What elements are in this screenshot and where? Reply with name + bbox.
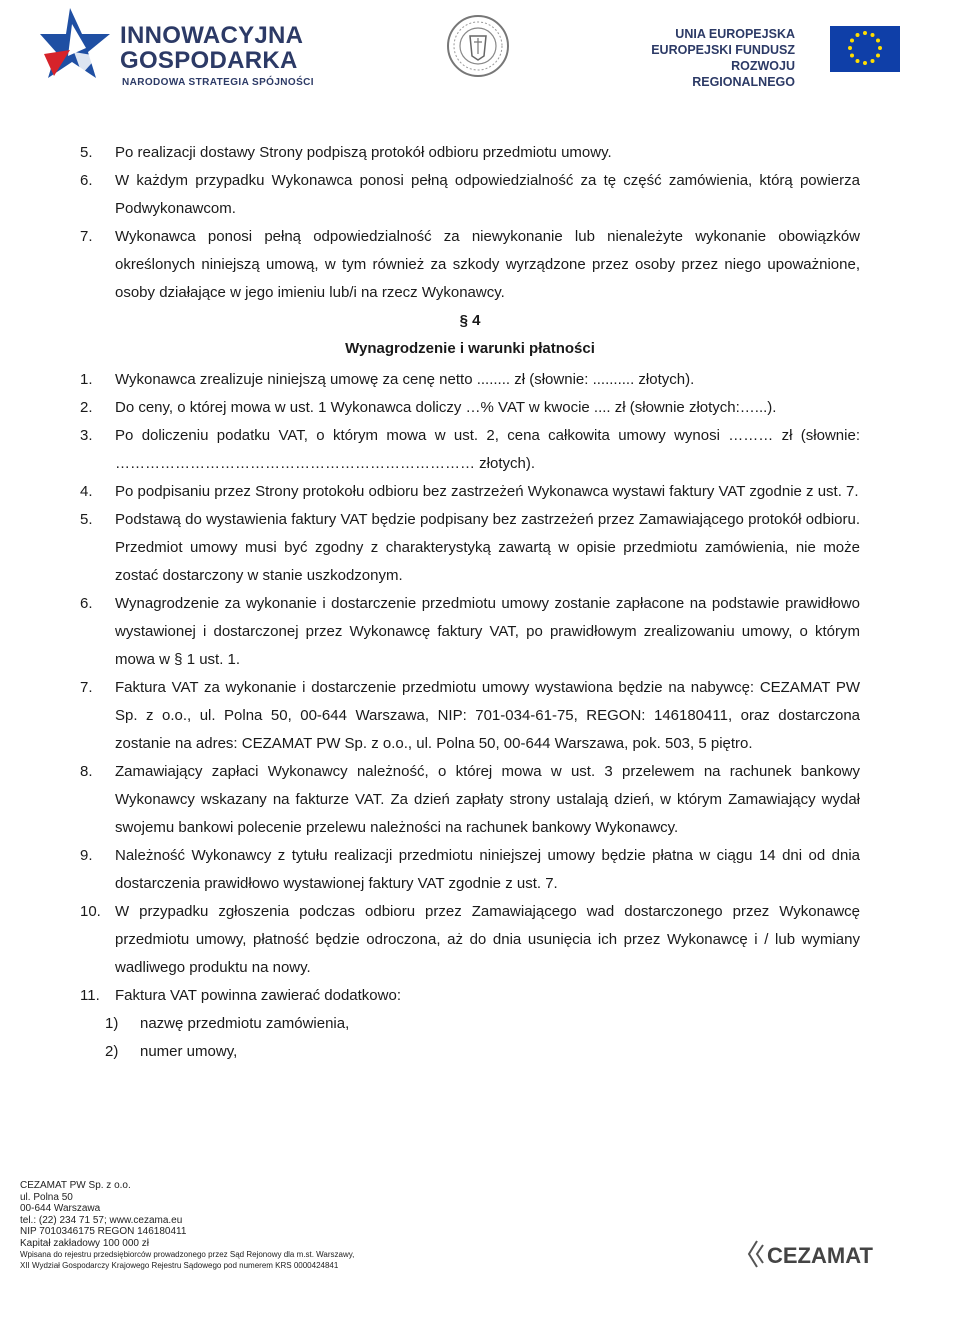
- section-number: § 4: [459, 312, 481, 329]
- ig-star-icon: [40, 4, 118, 82]
- footer-company: CEZAMAT PW Sp. z o.o.: [20, 1180, 131, 1191]
- list-item: 5. Po realizacji dostawy Strony podpiszą protokół odbioru przedmiotu umowy.: [80, 144, 612, 161]
- cezamat-logo: [745, 1237, 885, 1271]
- footer-capital: Kapitał zakładowy 100 000 zł: [20, 1237, 149, 1249]
- eu-logo: [630, 26, 930, 89]
- list-item: 10. W przypadku zgłoszenia podczas odbioru przez Zamawiającego wad dostarczonego przez Wykonawcę przedmiotu umowy, płatność będzie odroczona, aż do dnia usunięcia ich przez Wykonawcę i / lub wymiany wadliwego produktu na nowy.: [80, 903, 860, 976]
- section-title: Wynagrodzenie i warunki płatności: [345, 340, 595, 357]
- list-item: 8. Zamawiający zapłaci Wykonawcy należność, o której mowa w ust. 3 przelewem na rachunek bankowy Wykonawcy wskazany na fakturze VAT. Za dzień zapłaty strony ustalają dzień, w którym Zamawiający wydał swojemu bankowi polecenie przelewu należności na rachunek bankowy Wykonawcy.: [80, 763, 860, 836]
- innowacyjna-gospodarka-logo: [40, 4, 320, 88]
- list-item: 6. Wynagrodzenie za wykonanie i dostarczenie przedmiotu umowy zostanie zapłacone na podstawie prawidłowo wystawionej i dostarczonej przez Wykonawcę faktury VAT, po prawidłowym zrealizowaniu umowy, o którym mowa w § 1 ust. 1.: [80, 595, 860, 668]
- university-seal-icon: [446, 14, 510, 78]
- ig-title: INNOWACYJNA GOSPODARKA: [120, 22, 304, 74]
- footer-nip: NIP 7010346175 REGON 146180411: [20, 1226, 187, 1237]
- eu-logo-text: UNIA EUROPEJSKA EUROPEJSKI FUNDUSZ ROZWOJU REGIONALNEGO: [651, 27, 795, 89]
- footer-registry-2: XII Wydział Gospodarczy Krajowego Rejestru Sądowego pod numerem KRS 0000424841: [20, 1261, 339, 1270]
- list-item: 6. W każdym przypadku Wykonawca ponosi pełną odpowiedzialność za tę część zamówienia, którą powierza Podwykonawcom.: [80, 172, 860, 217]
- cezamat-logo-text: CEZAMAT: [767, 1243, 873, 1268]
- footer-registry-1: Wpisana do rejestru przedsiębiorców prowadzonego przez Sąd Rejonowy dla m.st. Warszawy,: [20, 1250, 355, 1259]
- list-item: 11. Faktura VAT powinna zawierać dodatkowo:: [80, 987, 401, 1004]
- document-body: [80, 139, 860, 1066]
- sub-list-item: 2) numer umowy,: [105, 1043, 238, 1060]
- footer-city: 00-644 Warszawa: [20, 1203, 101, 1214]
- footer-street: ul. Polna 50: [20, 1191, 73, 1203]
- sub-list-item: 1) nazwę przedmiotu zamówienia,: [105, 1015, 350, 1032]
- list-item: 9. Należność Wykonawcy z tytułu realizacji przedmiotu niniejszej umowy będzie płatna w ciągu 14 dni od dnia dostarczenia prawidłowo wystawionej faktury VAT zgodnie z ust. 7.: [80, 847, 860, 892]
- list-item: 2. Do ceny, o której mowa w ust. 1 Wykonawca doliczy …% VAT w kwocie .... zł (słownie złotych:…...).: [80, 399, 777, 416]
- list-item: 4. Po podpisaniu przez Strony protokołu odbioru bez zastrzeżeń Wykonawca wystawi faktury VAT zgodnie z ust. 7.: [80, 483, 859, 500]
- list-item: 3. Po doliczeniu podatku VAT, o którym mowa w ust. 2, cena całkowita umowy wynosi ……… zł (słownie: ……………………………………………………………… złotych).: [80, 427, 860, 472]
- list-item: 5. Podstawą do wystawienia faktury VAT będzie podpisany bez zastrzeżeń przez Zamawiającego protokół odbioru. Przedmiot umowy musi być zgodny z charakterystyką zawartą w opisie przedmiotu zamówienia, nie może zostać dostarczony w stanie uszkodzonym.: [80, 511, 860, 584]
- list-item: 7. Faktura VAT za wykonanie i dostarczenie przedmiotu umowy wystawiona będzie na nabywcę: CEZAMAT PW Sp. z o.o., ul. Polna 50, 00-644 Warszawa, NIP: 701-034-61-75, REGON: 146180411, oraz dostarczona zostanie na adres: CEZAMAT PW Sp. z o.o., ul. Polna 50, 00-644 Warszawa, pok. 503, 5 piętro.: [80, 679, 860, 752]
- list-item: 1. Wykonawca zrealizuje niniejszą umowę za cenę netto ........ zł (słownie: .......... złotych).: [80, 371, 695, 388]
- ig-subtitle: NARODOWA STRATEGIA SPÓJNOŚCI: [122, 77, 314, 88]
- eu-flag-icon: [830, 26, 900, 72]
- list-item: 7. Wykonawca ponosi pełną odpowiedzialność za niewykonanie lub nienależyte wykonanie obowiązków określonych niniejszą umową, w tym również za szkody wyrządzone przez osoby przez niego upoważnione, osoby działające w jego imieniu lub/i na rzecz Wykonawcy.: [80, 228, 860, 301]
- page-footer: [20, 1180, 354, 1271]
- page-header: [0, 0, 960, 90]
- footer-contact: tel.: (22) 234 71 57; www.cezama.eu: [20, 1214, 183, 1226]
